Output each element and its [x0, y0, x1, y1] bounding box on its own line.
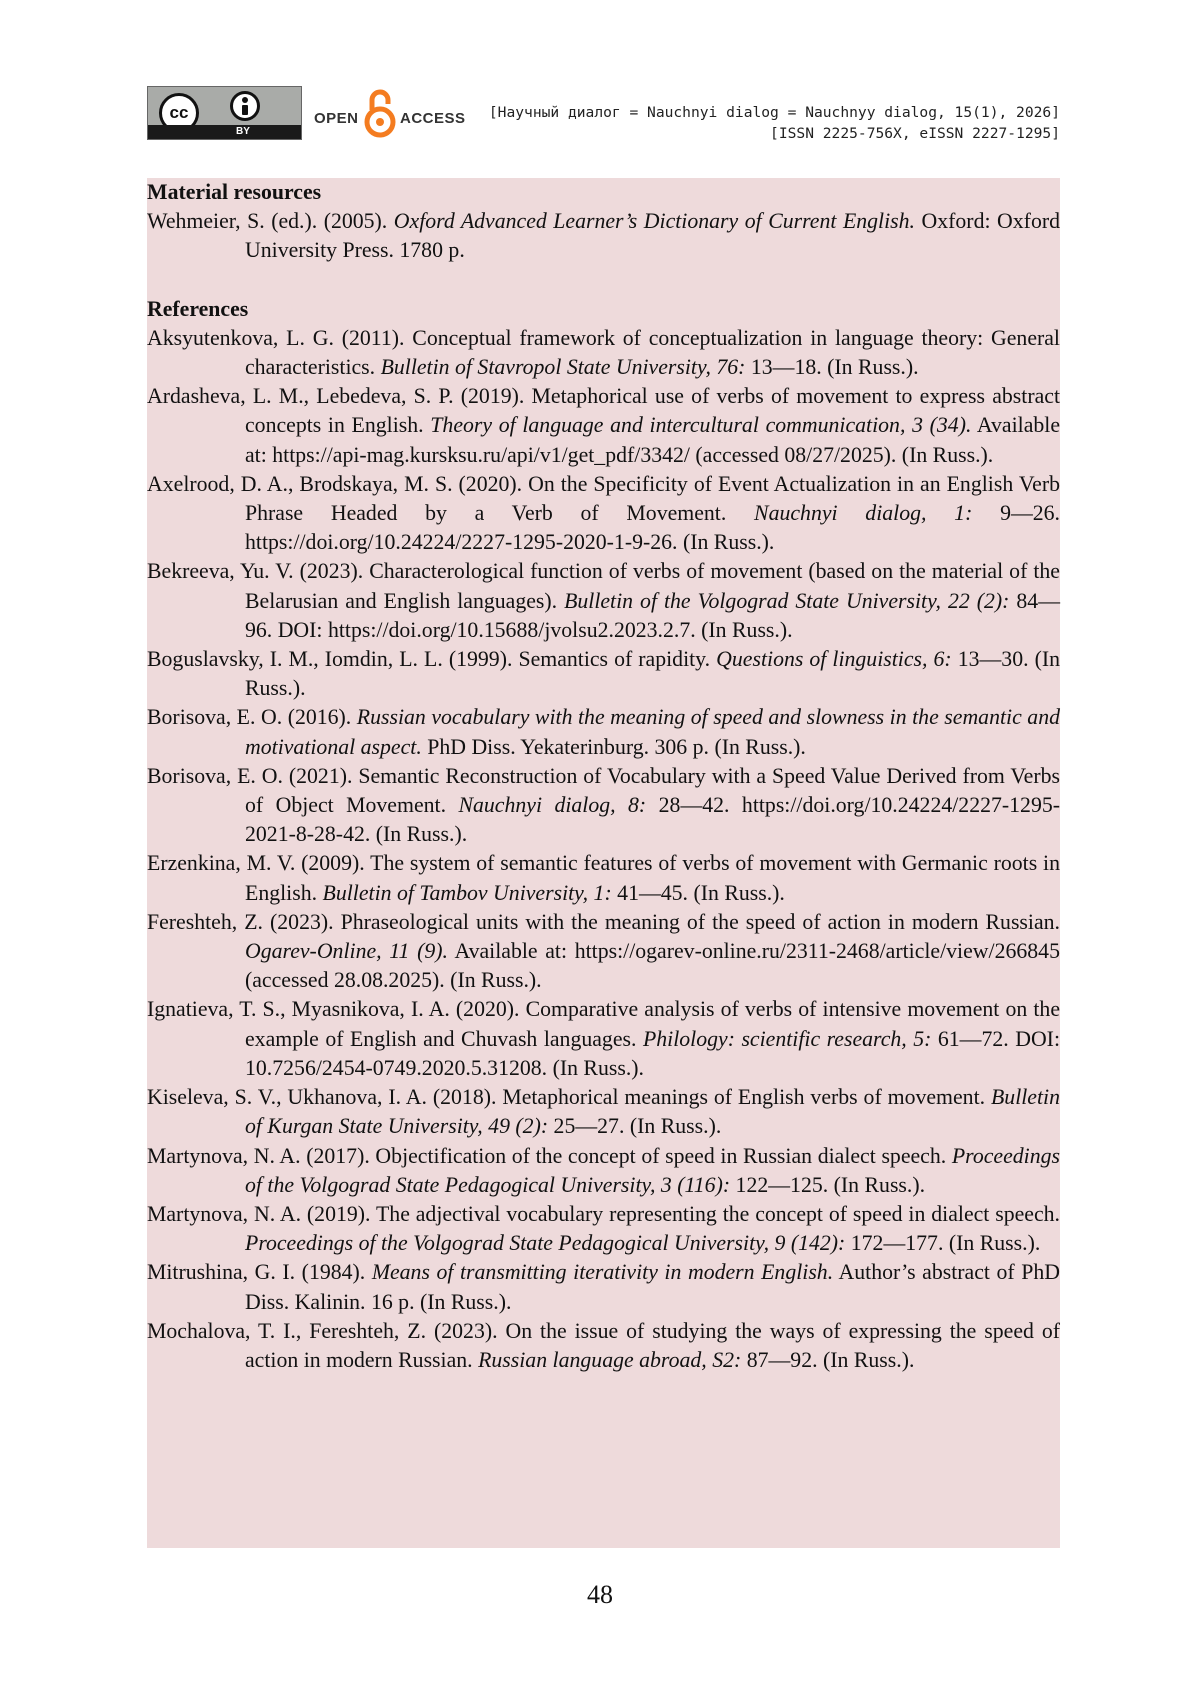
- page-number: 48: [587, 1580, 613, 1609]
- reference-authors-title: Axelrood, D. A., Brodskaya, M. S. (2020). On the Specificity of Event Actualization in an English Verb Phrase Headed by a Verb of Movement.: [147, 471, 1060, 526]
- reference-source: Russian language abroad, S2:: [478, 1347, 742, 1372]
- bibliography-section: [147, 178, 1060, 1548]
- reference-source: Proceedings of the Volgograd State Pedagogical University, 9 (142):: [245, 1231, 846, 1256]
- reference-details: Available at: https://api-mag.kursksu.ru/api/v1/get_pdf/3342/ (accessed 08/27/2025). (In Russ.).: [245, 413, 1061, 467]
- reference-source: Theory of language and intercultural communication, 3 (34).: [430, 413, 972, 438]
- reference-entry: [147, 995, 1060, 1083]
- reference-authors-title: Fereshteh, Z. (2023). Phraseological units with the meaning of the speed of action in modern Russian.: [147, 909, 1060, 934]
- reference-source: Bulletin of Tambov University, 1:: [322, 880, 612, 905]
- reference-details: 41—45. (In Russ.).: [611, 880, 785, 905]
- reference-details: 122—125. (In Russ.).: [730, 1172, 926, 1197]
- reference-entry: [147, 1083, 1060, 1141]
- reference-authors-title: Erzenkina, M. V. (2009). The system of semantic features of verbs of movement with Germanic roots in English.: [147, 851, 1060, 905]
- reference-details: 28—42. https://doi.org/10.24224/2227-1295-2021-8-28-42. (In Russ.).: [245, 793, 1060, 847]
- reference-details: 172—177. (In Russ.).: [845, 1231, 1041, 1256]
- reference-source: Bulletin of Stavropol State University, 76:: [380, 355, 746, 380]
- reference-source: Russian vocabulary with the meaning of speed and slowness in the semantic and motivational aspect.: [245, 705, 1060, 759]
- reference-entry: [147, 1258, 1060, 1316]
- reference-authors-title: Martynova, N. A. (2017). Objectification of the concept of speed in Russian dialect speech.: [147, 1143, 952, 1168]
- reference-source: Philology: scientific research, 5:: [642, 1026, 932, 1051]
- page-header: [147, 86, 1060, 146]
- reference-entry: [147, 1142, 1060, 1200]
- reference-details: 13—18. (In Russ.).: [745, 355, 919, 380]
- reference-entry: [147, 1200, 1060, 1258]
- material-resources-list: [147, 207, 1060, 265]
- reference-details: 87—92. (In Russ.).: [741, 1347, 915, 1372]
- reference-authors-title: Ardasheva, L. M., Lebedeva, S. P. (2019). Metaphorical use of verbs of movement to express abstract concepts in English.: [147, 384, 1060, 438]
- reference-details: 84—96. DOI: https://doi.org/10.15688/jvolsu2.2023.2.7. (In Russ.).: [245, 588, 1060, 642]
- reference-source: Oxford Advanced Learner’s Dictionary of Current English.: [393, 209, 915, 234]
- cc-icon: cc: [159, 93, 199, 133]
- reference-entry: [147, 645, 1060, 703]
- attribution-person-icon: [230, 91, 260, 121]
- reference-authors-title: Kiseleva, S. V., Ukhanova, I. A. (2018). Metaphorical meanings of English verbs of movement.: [147, 1085, 991, 1110]
- reference-authors-title: Mitrushina, G. I. (1984).: [147, 1260, 372, 1285]
- reference-source: Proceedings of the Volgograd State Pedagogical University, 3 (116):: [245, 1143, 1060, 1197]
- references-list: [147, 324, 1060, 1375]
- journal-citation: [Научный диалог = Nauchnyi dialog = Nauchnyy dialog, 15(1), 2026]: [488, 104, 1060, 121]
- reference-entry: [147, 382, 1060, 470]
- material-resources-heading: Material resources: [147, 180, 322, 204]
- reference-authors-title: Ignatieva, T. S., Myasnikova, I. A. (2020). Comparative analysis of verbs of intensive movement on the example of English and Chuvash languages.: [147, 997, 1060, 1051]
- reference-details: 25—27. (In Russ.).: [548, 1114, 722, 1139]
- cc-by-license-badge[interactable]: [147, 86, 302, 140]
- reference-details: Oxford: Oxford University Press. 1780 p.: [245, 209, 1060, 263]
- reference-authors-title: Wehmeier, S. (ed.). (2005).: [147, 209, 394, 234]
- reference-entry: [147, 762, 1060, 850]
- reference-authors-title: Martynova, N. A. (2019). The adjectival vocabulary representing the concept of speed in dialect speech.: [147, 1201, 1060, 1226]
- reference-authors-title: Aksyutenkova, L. G. (2011). Conceptual framework of conceptualization in language theory: General characteristics.: [147, 325, 1060, 380]
- reference-entry: [147, 908, 1060, 996]
- reference-authors-title: Boguslavsky, I. M., Iomdin, L. L. (1999). Semantics of rapidity.: [147, 647, 717, 672]
- access-word: ACCESS: [400, 110, 466, 127]
- reference-authors-title: Mochalova, T. I., Fereshteh, Z. (2023). On the issue of studying the ways of expressing the speed of action in modern Russian.: [147, 1318, 1060, 1372]
- reference-source: Nauchnyi dialog, 8:: [458, 793, 647, 818]
- reference-source: Bulletin of the Volgograd State University, 22 (2):: [564, 588, 1010, 613]
- reference-source: Ogarev-Online, 11 (9).: [245, 939, 448, 964]
- reference-source: Means of transmitting iterativity in modern English.: [371, 1260, 834, 1285]
- reference-authors-title: Bekreeva, Yu. V. (2023). Characterological function of verbs of movement (based on the material of the Belarusian and English languages).: [147, 559, 1060, 613]
- reference-entry: [147, 703, 1060, 761]
- reference-source: Nauchnyi dialog, 1:: [754, 501, 973, 526]
- open-access-lock-icon: [362, 88, 398, 140]
- journal-info: [489, 102, 1060, 144]
- reference-entry: [147, 1317, 1060, 1375]
- reference-entry: [147, 207, 1060, 265]
- open-access-logo: [314, 88, 464, 142]
- reference-details: Author’s abstract of PhD Diss. Kalinin. 16 p. (In Russ.).: [245, 1260, 1060, 1314]
- reference-authors-title: Borisova, E. O. (2016).: [147, 705, 357, 730]
- reference-details: PhD Diss. Yekaterinburg. 306 p. (In Russ.).: [421, 734, 806, 759]
- reference-details: 9—26. https://doi.org/10.24224/2227-1295-2020-1-9-26. (In Russ.).: [245, 501, 1061, 555]
- reference-authors-title: Borisova, E. O. (2021). Semantic Reconstruction of Vocabulary with a Speed Value Derived from Verbs of Object Movement.: [147, 763, 1060, 818]
- journal-issn: [ISSN 2225-756X, eISSN 2227-1295]: [770, 125, 1060, 142]
- references-heading: References: [147, 296, 249, 321]
- reference-source: Questions of linguistics, 6:: [716, 647, 952, 672]
- reference-details: Available at: https://ogarev-online.ru/2311-2468/article/view/266845 (accessed 28.08.2025). (In Russ.).: [245, 939, 1060, 993]
- reference-entry: [147, 324, 1060, 382]
- reference-source: Bulletin of Kurgan State University, 49 (2):: [245, 1085, 1060, 1139]
- open-word: OPEN: [314, 110, 359, 127]
- reference-details: 13—30. (In Russ.).: [245, 647, 1060, 701]
- reference-entry: [147, 470, 1060, 558]
- reference-entry: [147, 849, 1060, 907]
- reference-details: 61—72. DOI: 10.7256/2454-0749.2020.5.31208. (In Russ.).: [245, 1026, 1061, 1080]
- license-label: BY: [236, 126, 250, 137]
- reference-entry: [147, 557, 1060, 645]
